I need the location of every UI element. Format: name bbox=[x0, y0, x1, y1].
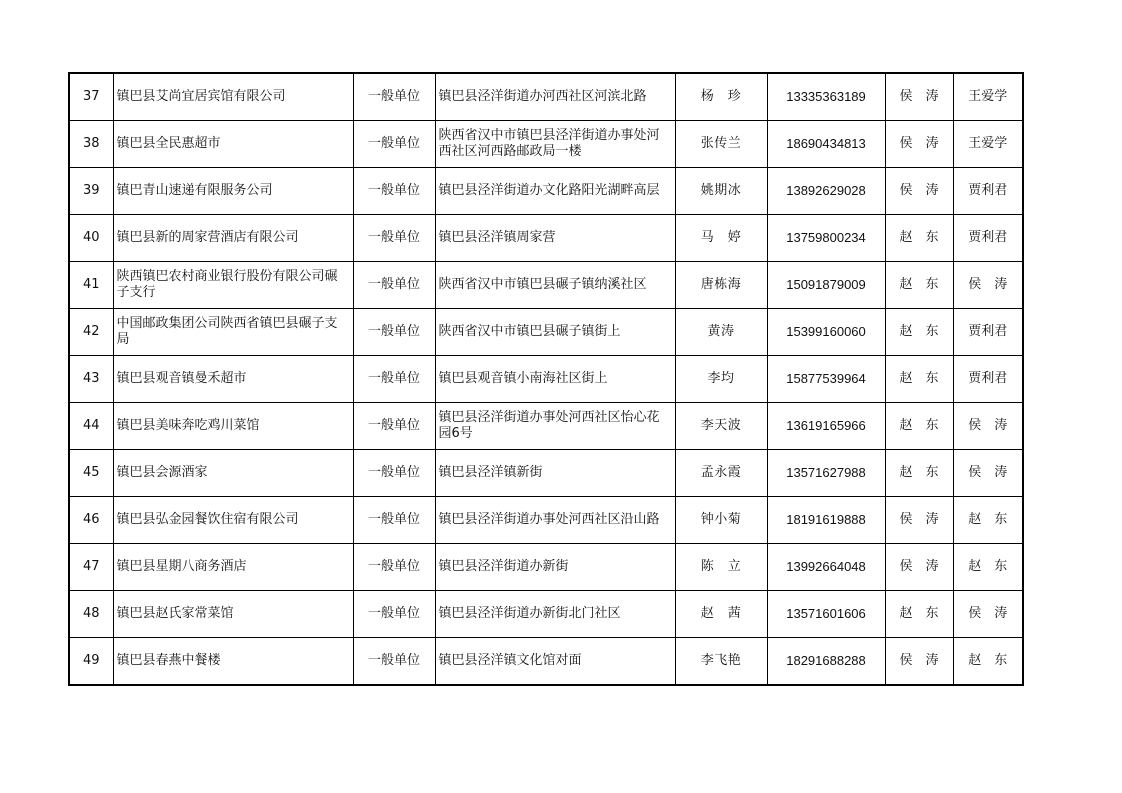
unit-name-cell: 镇巴县美味奔吃鸡川菜馆 bbox=[113, 403, 353, 450]
contact-person-cell: 李天波 bbox=[675, 403, 767, 450]
inspector-primary-cell: 侯 涛 bbox=[885, 168, 953, 215]
row-number-cell: 41 bbox=[69, 262, 113, 309]
contact-phone-cell: 13619165966 bbox=[767, 403, 885, 450]
unit-name-cell: 镇巴县观音镇曼禾超市 bbox=[113, 356, 353, 403]
unit-type-cell: 一般单位 bbox=[353, 168, 435, 215]
inspector-primary-cell: 赵 东 bbox=[885, 215, 953, 262]
unit-type-cell: 一般单位 bbox=[353, 215, 435, 262]
inspector-secondary-cell: 贾利君 bbox=[953, 215, 1023, 262]
unit-name-cell: 镇巴县艾尚宜居宾馆有限公司 bbox=[113, 73, 353, 121]
unit-type-cell: 一般单位 bbox=[353, 309, 435, 356]
unit-type-cell: 一般单位 bbox=[353, 544, 435, 591]
unit-address-cell: 镇巴县观音镇小南海社区街上 bbox=[435, 356, 675, 403]
row-number-cell: 37 bbox=[69, 73, 113, 121]
unit-address-cell: 陕西省汉中市镇巴县碾子镇纳溪社区 bbox=[435, 262, 675, 309]
contact-phone-cell: 13571601606 bbox=[767, 591, 885, 638]
unit-address-cell: 陕西省汉中市镇巴县泾洋街道办事处河西社区河西路邮政局一楼 bbox=[435, 121, 675, 168]
inspector-secondary-cell: 王爱学 bbox=[953, 121, 1023, 168]
contact-person-cell: 陈 立 bbox=[675, 544, 767, 591]
unit-name-cell: 镇巴县星期八商务酒店 bbox=[113, 544, 353, 591]
unit-name-cell: 镇巴县会源酒家 bbox=[113, 450, 353, 497]
table-row bbox=[69, 497, 1023, 544]
contact-person-cell: 黄涛 bbox=[675, 309, 767, 356]
inspector-secondary-cell: 侯 涛 bbox=[953, 262, 1023, 309]
unit-type-cell: 一般单位 bbox=[353, 497, 435, 544]
unit-name-cell: 镇巴县赵氏家常菜馆 bbox=[113, 591, 353, 638]
row-number-cell: 45 bbox=[69, 450, 113, 497]
table-row bbox=[69, 591, 1023, 638]
unit-name-cell: 中国邮政集团公司陕西省镇巴县碾子支局 bbox=[113, 309, 353, 356]
unit-name-cell: 镇巴青山速递有限服务公司 bbox=[113, 168, 353, 215]
inspector-primary-cell: 侯 涛 bbox=[885, 497, 953, 544]
contact-phone-cell: 13892629028 bbox=[767, 168, 885, 215]
table-body bbox=[69, 73, 1023, 685]
row-number-cell: 38 bbox=[69, 121, 113, 168]
inspector-secondary-cell: 赵 东 bbox=[953, 638, 1023, 686]
table-row bbox=[69, 309, 1023, 356]
contact-phone-cell: 13759800234 bbox=[767, 215, 885, 262]
table-row bbox=[69, 403, 1023, 450]
contact-person-cell: 唐栋海 bbox=[675, 262, 767, 309]
row-number-cell: 40 bbox=[69, 215, 113, 262]
inspector-primary-cell: 赵 东 bbox=[885, 450, 953, 497]
unit-address-cell: 镇巴县泾洋镇周家营 bbox=[435, 215, 675, 262]
row-number-cell: 44 bbox=[69, 403, 113, 450]
table-row bbox=[69, 544, 1023, 591]
inspector-primary-cell: 赵 东 bbox=[885, 309, 953, 356]
table-row bbox=[69, 168, 1023, 215]
contact-person-cell: 姚期冰 bbox=[675, 168, 767, 215]
inspector-secondary-cell: 贾利君 bbox=[953, 356, 1023, 403]
unit-address-cell: 镇巴县泾洋街道办事处河西社区怡心花园6号 bbox=[435, 403, 675, 450]
contact-phone-cell: 18191619888 bbox=[767, 497, 885, 544]
inspector-secondary-cell: 王爱学 bbox=[953, 73, 1023, 121]
unit-name-cell: 镇巴县新的周家营酒店有限公司 bbox=[113, 215, 353, 262]
unit-type-cell: 一般单位 bbox=[353, 591, 435, 638]
contact-phone-cell: 15877539964 bbox=[767, 356, 885, 403]
table-row bbox=[69, 262, 1023, 309]
inspector-secondary-cell: 赵 东 bbox=[953, 497, 1023, 544]
unit-address-cell: 镇巴县泾洋街道办河西社区河滨北路 bbox=[435, 73, 675, 121]
unit-address-cell: 镇巴县泾洋镇新街 bbox=[435, 450, 675, 497]
contact-phone-cell: 18690434813 bbox=[767, 121, 885, 168]
inspector-secondary-cell: 贾利君 bbox=[953, 309, 1023, 356]
unit-type-cell: 一般单位 bbox=[353, 121, 435, 168]
unit-type-cell: 一般单位 bbox=[353, 356, 435, 403]
table-row bbox=[69, 638, 1023, 686]
unit-address-cell: 镇巴县泾洋街道办文化路阳光湖畔高层 bbox=[435, 168, 675, 215]
inspector-primary-cell: 赵 东 bbox=[885, 262, 953, 309]
contact-phone-cell: 13571627988 bbox=[767, 450, 885, 497]
inspector-primary-cell: 赵 东 bbox=[885, 356, 953, 403]
inspector-primary-cell: 侯 涛 bbox=[885, 544, 953, 591]
contact-person-cell: 张传兰 bbox=[675, 121, 767, 168]
inspector-secondary-cell: 贾利君 bbox=[953, 168, 1023, 215]
unit-type-cell: 一般单位 bbox=[353, 262, 435, 309]
contact-person-cell: 马 婷 bbox=[675, 215, 767, 262]
row-number-cell: 43 bbox=[69, 356, 113, 403]
inspector-primary-cell: 侯 涛 bbox=[885, 73, 953, 121]
unit-type-cell: 一般单位 bbox=[353, 403, 435, 450]
contact-person-cell: 李均 bbox=[675, 356, 767, 403]
contact-phone-cell: 15091879009 bbox=[767, 262, 885, 309]
contact-person-cell: 李飞艳 bbox=[675, 638, 767, 686]
unit-name-cell: 陕西镇巴农村商业银行股份有限公司碾子支行 bbox=[113, 262, 353, 309]
table-row bbox=[69, 356, 1023, 403]
inspector-primary-cell: 侯 涛 bbox=[885, 638, 953, 686]
row-number-cell: 39 bbox=[69, 168, 113, 215]
unit-address-cell: 镇巴县泾洋镇文化馆对面 bbox=[435, 638, 675, 686]
row-number-cell: 42 bbox=[69, 309, 113, 356]
unit-type-cell: 一般单位 bbox=[353, 73, 435, 121]
unit-address-cell: 镇巴县泾洋街道办新街 bbox=[435, 544, 675, 591]
table-row bbox=[69, 215, 1023, 262]
table-row bbox=[69, 73, 1023, 121]
inspector-primary-cell: 赵 东 bbox=[885, 403, 953, 450]
unit-address-cell: 镇巴县泾洋街道办新街北门社区 bbox=[435, 591, 675, 638]
inspector-secondary-cell: 赵 东 bbox=[953, 544, 1023, 591]
contact-person-cell: 杨 珍 bbox=[675, 73, 767, 121]
contact-phone-cell: 13335363189 bbox=[767, 73, 885, 121]
unit-type-cell: 一般单位 bbox=[353, 638, 435, 686]
inspector-secondary-cell: 侯 涛 bbox=[953, 450, 1023, 497]
unit-name-cell: 镇巴县全民惠超市 bbox=[113, 121, 353, 168]
unit-name-cell: 镇巴县春燕中餐楼 bbox=[113, 638, 353, 686]
table-row bbox=[69, 450, 1023, 497]
contact-phone-cell: 18291688288 bbox=[767, 638, 885, 686]
inspector-secondary-cell: 侯 涛 bbox=[953, 591, 1023, 638]
row-number-cell: 46 bbox=[69, 497, 113, 544]
unit-type-cell: 一般单位 bbox=[353, 450, 435, 497]
contact-person-cell: 孟永霞 bbox=[675, 450, 767, 497]
inspector-primary-cell: 侯 涛 bbox=[885, 121, 953, 168]
unit-name-cell: 镇巴县弘金园餐饮住宿有限公司 bbox=[113, 497, 353, 544]
unit-address-cell: 陕西省汉中市镇巴县碾子镇街上 bbox=[435, 309, 675, 356]
contact-person-cell: 钟小菊 bbox=[675, 497, 767, 544]
row-number-cell: 49 bbox=[69, 638, 113, 686]
contact-phone-cell: 13992664048 bbox=[767, 544, 885, 591]
table-row bbox=[69, 121, 1023, 168]
inspector-primary-cell: 赵 东 bbox=[885, 591, 953, 638]
inspection-table bbox=[68, 72, 1024, 686]
contact-phone-cell: 15399160060 bbox=[767, 309, 885, 356]
unit-address-cell: 镇巴县泾洋街道办事处河西社区沿山路 bbox=[435, 497, 675, 544]
contact-person-cell: 赵 茜 bbox=[675, 591, 767, 638]
inspector-secondary-cell: 侯 涛 bbox=[953, 403, 1023, 450]
row-number-cell: 48 bbox=[69, 591, 113, 638]
row-number-cell: 47 bbox=[69, 544, 113, 591]
